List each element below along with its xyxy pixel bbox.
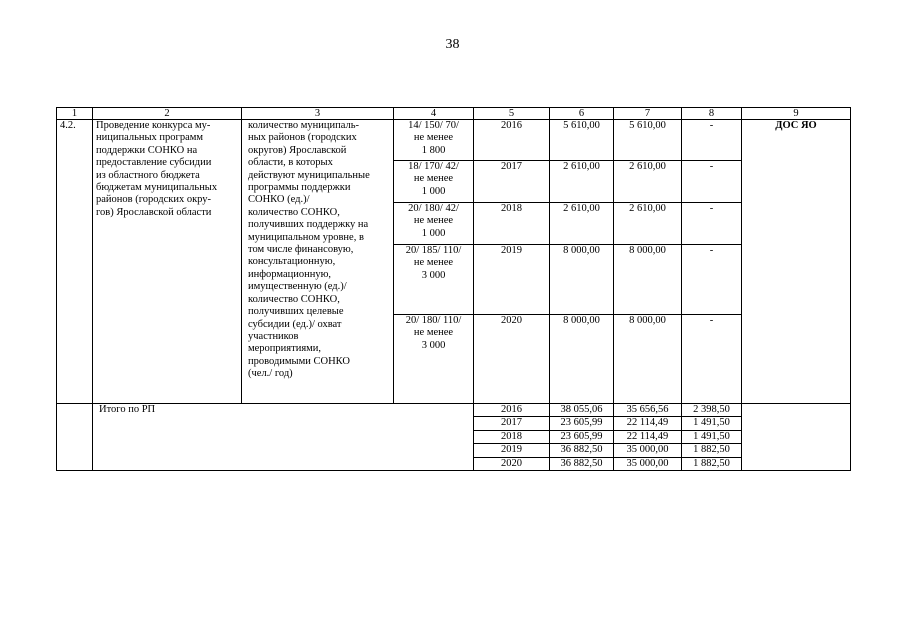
indicator-values: 20/ 180/ 42/ не менее 1 000 bbox=[394, 203, 474, 245]
other-cell: 1 882,50 bbox=[682, 444, 742, 457]
other-cell: - bbox=[682, 120, 742, 161]
total-executor-blank bbox=[742, 404, 851, 471]
header-cell: 1 bbox=[57, 108, 93, 120]
header-cell: 3 bbox=[242, 108, 394, 120]
regional-cell: 35 656,56 bbox=[614, 404, 682, 417]
regional-cell: 22 114,49 bbox=[614, 417, 682, 430]
header-cell: 7 bbox=[614, 108, 682, 120]
header-cell: 8 bbox=[682, 108, 742, 120]
indicator-values: 20/ 185/ 110/ не менее 3 000 bbox=[394, 245, 474, 315]
header-cell: 4 bbox=[394, 108, 474, 120]
other-cell: - bbox=[682, 203, 742, 245]
indicator-values: 14/ 150/ 70/ не менее 1 800 bbox=[394, 120, 474, 161]
year-cell: 2016 bbox=[474, 120, 550, 161]
total-cell: 8 000,00 bbox=[550, 245, 614, 315]
total-cell: 36 882,50 bbox=[550, 444, 614, 457]
regional-cell: 35 000,00 bbox=[614, 444, 682, 457]
item-number: 4.2. bbox=[57, 120, 93, 404]
header-cell: 6 bbox=[550, 108, 614, 120]
year-cell: 2020 bbox=[474, 457, 550, 470]
year-cell: 2018 bbox=[474, 203, 550, 245]
indicator-values: 20/ 180/ 110/ не менее 3 000 bbox=[394, 315, 474, 404]
other-cell: 1 491,50 bbox=[682, 430, 742, 443]
year-cell: 2020 bbox=[474, 315, 550, 404]
item-indicator: количество муниципаль- ных районов (городских округов) Ярославской области, в которых действуют муниципальные программы поддержки СОНКО (ед.)/ количество СОНКО, получивших поддержку на муниципальном уровне, в том числе финансовую, консультационную, информационную, имущественную (ед.)/ количество СОНКО, получивших целевые субсидии (ед.)/ охват участников мероприятиями, проводимыми СОНКО (чел./ год) bbox=[242, 120, 394, 404]
other-cell: 1 491,50 bbox=[682, 417, 742, 430]
page-number: 38 bbox=[445, 37, 460, 52]
other-cell: 1 882,50 bbox=[682, 457, 742, 470]
year-cell: 2019 bbox=[474, 444, 550, 457]
regional-cell: 8 000,00 bbox=[614, 245, 682, 315]
header-row bbox=[57, 108, 851, 120]
total-cell: 8 000,00 bbox=[550, 315, 614, 404]
total-cell: 23 605,99 bbox=[550, 417, 614, 430]
header-cell: 9 bbox=[742, 108, 851, 120]
regional-cell: 8 000,00 bbox=[614, 315, 682, 404]
header-cell: 5 bbox=[474, 108, 550, 120]
total-row bbox=[57, 404, 851, 417]
regional-cell: 2 610,00 bbox=[614, 161, 682, 203]
year-cell: 2017 bbox=[474, 417, 550, 430]
executor-cell: ДОС ЯО bbox=[742, 120, 851, 404]
total-cell: 36 882,50 bbox=[550, 457, 614, 470]
total-cell: 23 605,99 bbox=[550, 430, 614, 443]
total-blank bbox=[57, 404, 93, 471]
table-row bbox=[57, 120, 851, 161]
regional-cell: 22 114,49 bbox=[614, 430, 682, 443]
item-name: Проведение конкурса му- ниципальных программ поддержки СОНКО на предоставление субсидии из областного бюджета бюджетам муниципальных районов (городских окру- гов) Ярославской области bbox=[93, 120, 242, 404]
year-cell: 2016 bbox=[474, 404, 550, 417]
total-cell: 2 610,00 bbox=[550, 161, 614, 203]
total-label: Итого по РП bbox=[93, 404, 474, 471]
year-cell: 2019 bbox=[474, 245, 550, 315]
regional-cell: 2 610,00 bbox=[614, 203, 682, 245]
other-cell: - bbox=[682, 315, 742, 404]
total-cell: 5 610,00 bbox=[550, 120, 614, 161]
regional-cell: 35 000,00 bbox=[614, 457, 682, 470]
year-cell: 2018 bbox=[474, 430, 550, 443]
program-table bbox=[56, 107, 851, 471]
other-cell: - bbox=[682, 161, 742, 203]
total-cell: 2 610,00 bbox=[550, 203, 614, 245]
year-cell: 2017 bbox=[474, 161, 550, 203]
total-cell: 38 055,06 bbox=[550, 404, 614, 417]
other-cell: 2 398,50 bbox=[682, 404, 742, 417]
header-cell: 2 bbox=[93, 108, 242, 120]
indicator-values: 18/ 170/ 42/ не менее 1 000 bbox=[394, 161, 474, 203]
other-cell: - bbox=[682, 245, 742, 315]
regional-cell: 5 610,00 bbox=[614, 120, 682, 161]
